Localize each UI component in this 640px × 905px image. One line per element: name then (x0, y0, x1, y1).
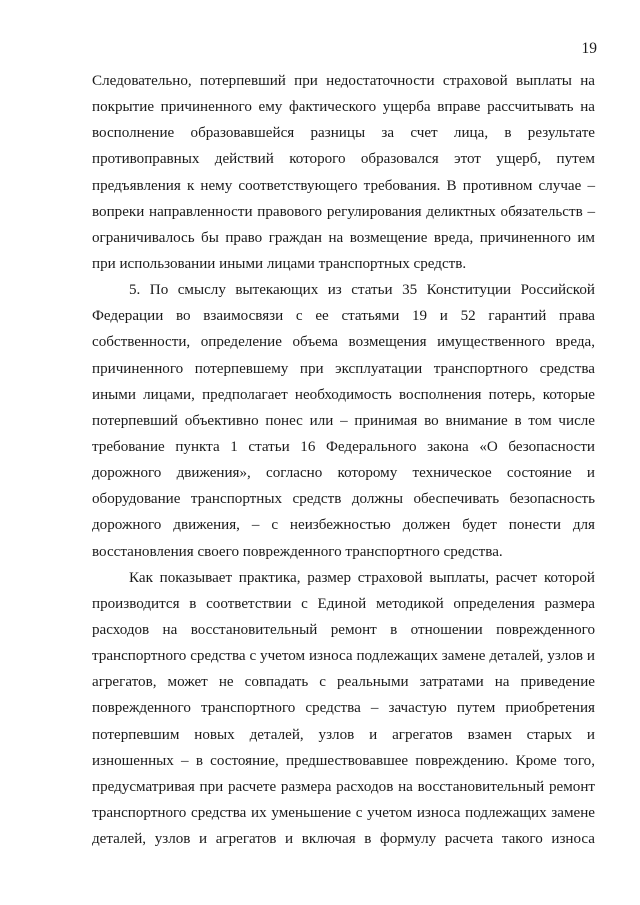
text-line: деталей, узлов и агрегатов и включая в формулу расчета такого износа (92, 831, 595, 848)
text-line: транспортного средства с учетом износа подлежащих замене деталей, узлов и (92, 648, 595, 665)
text-line: Как показывает практика, размер страховой выплаты, расчет которой (129, 569, 595, 586)
text-line: производится в соответствии с Единой методикой определения размера (92, 595, 595, 612)
text-line: расходов на восстановительный ремонт в отношении поврежденного (92, 621, 595, 638)
text-line: дорожного движения», согласно которому техническое состояние и (92, 465, 595, 482)
text-line: предъявления к нему соответствующего требования. В противном случае – (92, 177, 595, 194)
text-line: оборудование транспортных средств должны обеспечивать безопасность (92, 491, 595, 508)
text-line: иными лицами, предполагает необходимость восполнения потерь, которые (92, 386, 595, 403)
paragraph (92, 72, 595, 281)
text-line: 5. По смыслу вытекающих из статьи 35 Конституции Российской (129, 282, 595, 299)
text-line: собственности, определение объема возмещения имущественного вреда, (92, 334, 595, 351)
text-line: при использовании иными лицами транспортных средств. (92, 255, 467, 272)
text-line: вопреки направленности правового регулирования деликтных обязательств – (92, 203, 595, 220)
body-text (92, 72, 595, 856)
text-line: агрегатов, может не совпадать с реальными затратами на приведение (92, 674, 595, 691)
page-number: 19 (581, 40, 597, 57)
text-line: восполнение образовавшейся разницы за счет лица, в результате (92, 125, 595, 142)
text-line: потерпевшим новых деталей, узлов и агрегатов взамен старых и (92, 726, 595, 743)
text-line: Следовательно, потерпевший при недостаточности страховой выплаты на (92, 73, 595, 89)
paragraph (92, 281, 595, 569)
text-line: покрытие причиненного ему фактического ущерба вправе рассчитывать на (92, 99, 595, 116)
text-line: требование пункта 1 статьи 16 Федерального закона «О безопасности (92, 438, 595, 455)
text-line: ограничивалось бы право граждан на возмещение вреда, причиненного им (92, 229, 595, 246)
text-line: противоправных действий которого образовался этот ущерб, путем (92, 151, 595, 168)
text-line: Федерации во взаимосвязи с ее статьями 19 и 52 гарантий права (92, 308, 595, 325)
text-line: восстановления своего поврежденного транспортного средства. (92, 543, 503, 560)
text-line: изношенных – в состояние, предшествовавшее повреждению. Кроме того, (92, 752, 595, 769)
text-line: дорожного движения, – с неизбежностью должен будет понести для (92, 517, 595, 534)
text-line: потерпевший объективно понес или – принимая во внимание в том числе (92, 412, 595, 429)
text-line: предусматривая при расчете размера расходов на восстановительный ремонт (92, 778, 595, 795)
text-line: транспортного средства их уменьшение с учетом износа подлежащих замене (92, 804, 595, 821)
text-line: причиненного потерпевшему при эксплуатации транспортного средства (92, 360, 595, 377)
text-line: поврежденного транспортного средства – зачастую путем приобретения (92, 700, 595, 717)
paragraph (92, 569, 595, 857)
